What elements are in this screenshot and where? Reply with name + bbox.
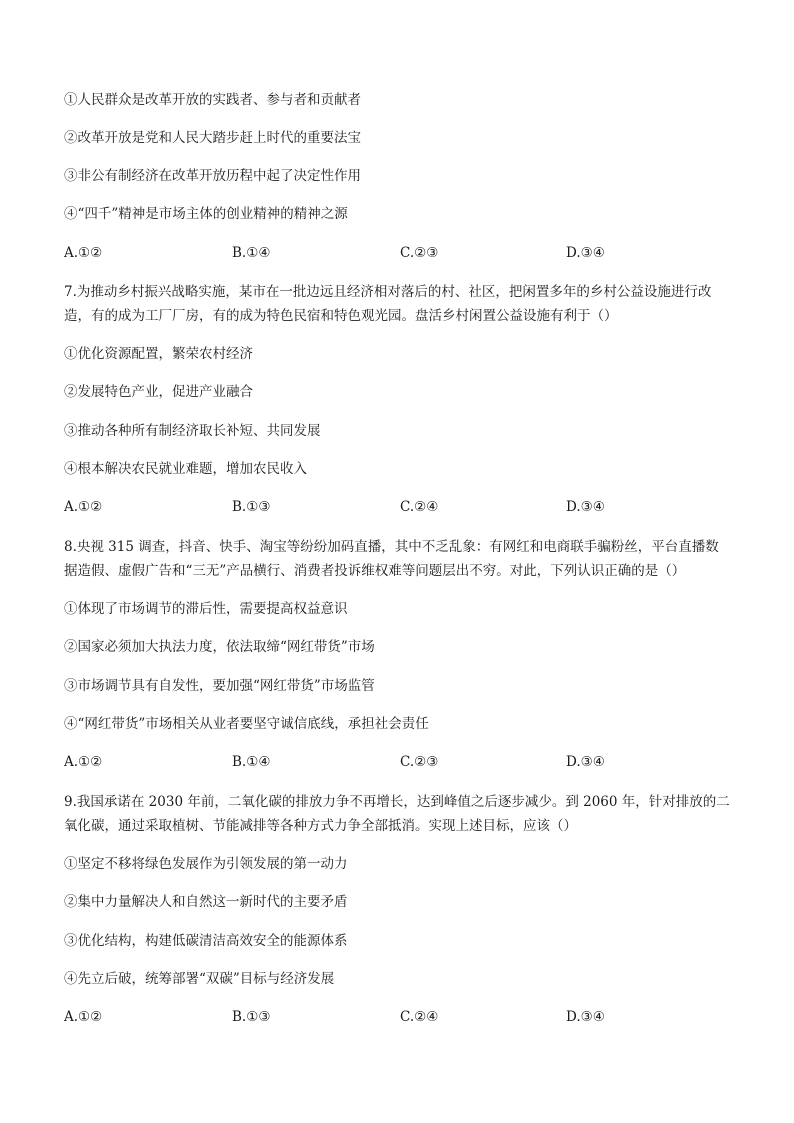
q8-option-2: ②国家必须加大执法力度，依法取缔“网红带货”市场: [64, 639, 375, 655]
q9-answer-c: C.②④: [400, 1009, 439, 1025]
q6-answer-b: B.①④: [232, 245, 271, 261]
q9-stem-line-2: 氧化碳，通过采取植树、节能减排等各种方式力争全部抵消。实现上述目标，应该（）: [64, 818, 577, 834]
q8-option-3: ③市场调节具有自发性，要加强“网红带货”市场监管: [64, 678, 375, 694]
q6-option-2: ②改革开放是党和人民大踏步赶上时代的重要法宝: [64, 130, 361, 146]
q9-answer-row: [64, 1007, 684, 1027]
q6-option-1: ①人民群众是改革开放的实践者、参与者和贡献者: [64, 92, 361, 108]
q9-option-3: ③优化结构，构建低碳清洁高效安全的能源体系: [64, 933, 348, 949]
q6-answer-c: C.②③: [400, 245, 439, 261]
q7-option-4: ④根本解决农民就业难题，增加农民收入: [64, 461, 307, 477]
q7-answer-row: [64, 497, 684, 517]
q9-answer-b: B.①③: [232, 1009, 271, 1025]
q6-answer-d: D.③④: [566, 245, 605, 261]
q8-stem-line-1: 8.央视 315 调查，抖音、快手、淘宝等纷纷加码直播，其中不乏乱象：有网红和电商联手骗粉丝，平台直播数: [64, 539, 719, 555]
q8-option-4: ④“网红带货”市场相关从业者要坚守诚信底线，承担社会责任: [64, 716, 429, 732]
q8-stem-line-2: 据造假、虚假广告和“三无”产品横行、消费者投诉维权难等问题层出不穷。对此，下列认识正确的是（）: [64, 563, 686, 579]
q8-answer-a: A.①②: [64, 754, 103, 770]
q7-answer-b: B.①③: [232, 499, 271, 515]
q7-option-2: ②发展特色产业，促进产业融合: [64, 384, 253, 400]
q8-answer-d: D.③④: [566, 754, 605, 770]
q7-stem-line-1: 7.为推动乡村振兴战略实施，某市在一批边远且经济相对落后的村、社区，把闲置多年的乡村公益设施进行改: [64, 284, 712, 300]
q7-stem-line-2: 造，有的成为工厂厂房，有的成为特色民宿和特色观光园。盘活乡村闲置公益设施有利于（）: [64, 308, 618, 324]
q6-answer-a: A.①②: [64, 245, 103, 261]
q9-answer-a: A.①②: [64, 1009, 103, 1025]
q7-answer-c: C.②④: [400, 499, 439, 515]
q7-option-3: ③推动各种所有制经济取长补短、共同发展: [64, 423, 321, 439]
q8-answer-b: B.①④: [232, 754, 271, 770]
q9-option-4: ④先立后破，统筹部署“双碳”目标与经济发展: [64, 971, 335, 987]
q7-option-1: ①优化资源配置，繁荣农村经济: [64, 346, 253, 362]
q6-answer-row: [64, 243, 684, 263]
q6-option-4: ④“四千”精神是市场主体的创业精神的精神之源: [64, 206, 348, 222]
q9-option-2: ②集中力量解决人和自然这一新时代的主要矛盾: [64, 894, 348, 910]
q6-option-3: ③非公有制经济在改革开放历程中起了决定性作用: [64, 168, 361, 184]
q8-option-1: ①体现了市场调节的滞后性，需要提高权益意识: [64, 601, 348, 617]
q9-option-1: ①坚定不移将绿色发展作为引领发展的第一动力: [64, 856, 348, 872]
q7-answer-a: A.①②: [64, 499, 103, 515]
q8-answer-c: C.②③: [400, 754, 439, 770]
q7-answer-d: D.③④: [566, 499, 605, 515]
q9-stem-line-1: 9.我国承诺在 2030 年前，二氧化碳的排放力争不再增长，达到峰值之后逐步减少。到 2060 年，针对排放的二: [64, 794, 730, 810]
q8-answer-row: [64, 752, 684, 772]
q9-answer-d: D.③④: [566, 1009, 605, 1025]
